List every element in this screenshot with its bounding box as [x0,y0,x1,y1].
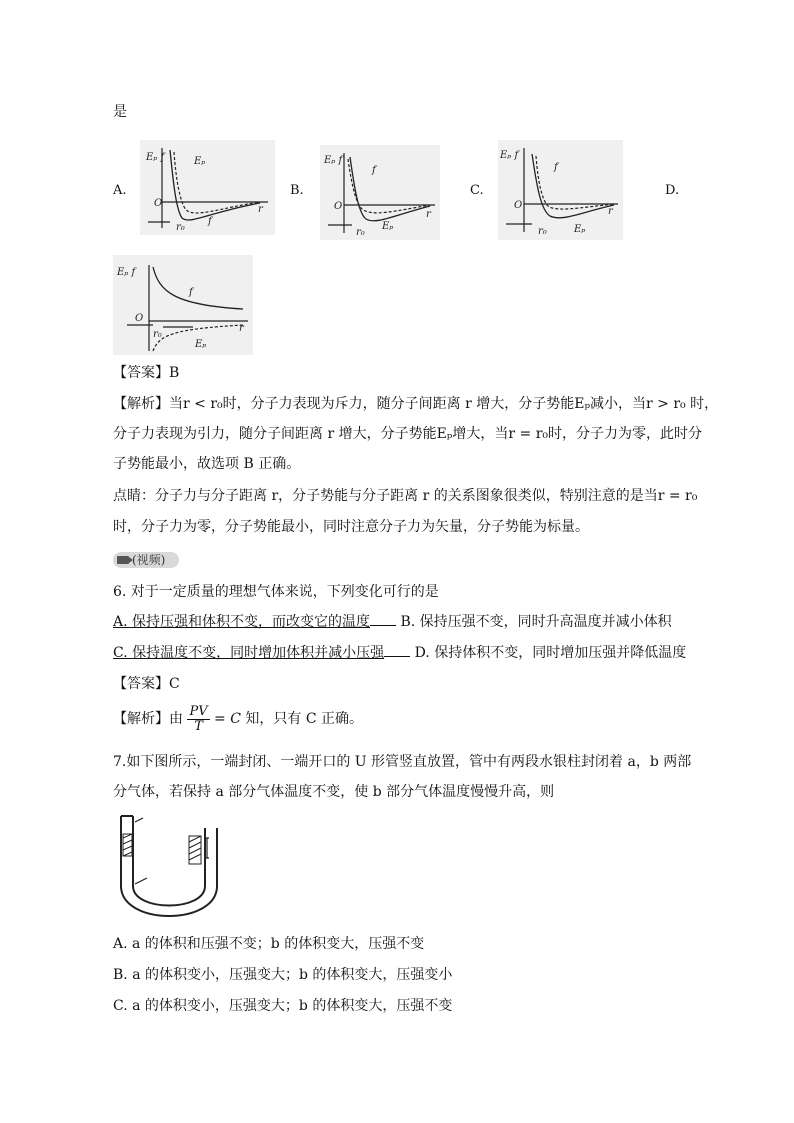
q6-answer: 【答案】C [113,676,180,692]
q7-stem-line-2: 分气体，若保持 a 部分气体温度不变，使 b 部分气体温度慢慢升高，则 [113,784,555,800]
header-text: 是 [113,104,127,120]
fig-d-ep-f: Eₚ f [117,267,136,278]
fig-b-f: f [372,165,376,176]
fig-a-ep-f: Eₚ f [146,152,165,163]
q6-stem: 6. 对于一定质量的理想气体来说，下列变化可行的是 [113,584,439,600]
ideal-gas-fraction [187,705,209,734]
fig-c-f: f [554,162,558,173]
q5-analysis-line-2: 分子力表现为引力，随分子间距离 r 增大，分子势能Eₚ增大，当r = r₀时，分子力为零，此时分 [113,426,703,442]
q5-analysis-line-1: 【解析】当r < r₀时，分子力表现为斥力，随分子间距离 r 增大，分子势能Eₚ减小，当r > r₀ 时， [113,396,719,412]
q7-option-c: C. a 的体积变小，压强变大；b 的体积变大，压强不变 [113,998,453,1014]
fig-a-r: r [258,204,263,215]
u-tube-figure [113,808,228,923]
option-a-label: A. [113,183,127,198]
fig-b-r: r [426,209,431,220]
fig-c-r: r [608,206,613,217]
q5-tip-line-2: 时，分子力为零，分子势能最小，同时注意分子力为矢量，分子势能为标量。 [113,519,589,535]
fig-b-ep-f: Eₚ f [324,155,343,166]
q6-options-row-1 [113,612,672,632]
fig-a-origin: O [154,198,163,209]
figure-option-b [320,145,440,240]
q6-analysis [113,702,363,736]
q6-option-a: A. 保持压强和体积不变，而改变它的温度 [113,614,371,630]
q6-option-b: B. 保持压强不变，同时升高温度并减小体积 [400,614,672,630]
fraction-denominator: T [194,718,203,734]
q7-option-a: A. a 的体积和压强不变；b 的体积变大，压强不变 [113,936,425,952]
q5-tip-line-1: 点睛：分子力与分子距离 r，分子势能与分子距离 r 的关系图象很类似，特别注意的是当r = r₀ [113,488,698,504]
fig-a-f: f [208,216,212,227]
fig-d-r0: r₀ [153,329,162,340]
video-camera-icon [117,556,129,564]
q6-analysis-suffix: 知，只有 C 正确。 [245,711,364,727]
q5-answer: 【答案】B [113,365,180,381]
fig-c-ep-f: Eₚ f [500,150,519,161]
option-b-label: B. [290,183,304,198]
fig-c-r0: r₀ [538,226,547,237]
fig-a-r0: r₀ [176,222,185,233]
figure-option-c [498,140,623,240]
fraction-rhs: = C [214,711,241,727]
fraction-numerator: PV [189,703,208,719]
option-c-label: C. [470,183,484,198]
q6-options-row-2 [113,643,686,663]
q6-analysis-prefix: 【解析】由 [113,711,183,727]
fig-b-r0: r₀ [356,227,365,238]
fig-b-ep: Eₚ [382,221,394,232]
video-label: (视频) [132,553,166,567]
figure-option-d [113,255,253,355]
figure-option-a [140,140,275,235]
q5-analysis-line-3: 子势能最小，故选项 B 正确。 [113,456,301,472]
fig-b-origin: O [334,201,343,212]
q7-option-b: B. a 的体积变小，压强变大；b 的体积变大，压强变小 [113,967,453,983]
fig-c-ep: Eₚ [574,224,586,235]
q7-stem-line-1: 7.如下图所示，一端封闭、一端开口的 U 形管竖直放置，管中有两段水银柱封闭着 a，b 两部 [113,754,692,770]
fig-a-ep: Eₚ [194,156,206,167]
q6-option-c: C. 保持温度不变，同时增加体积并减小压强 [113,645,385,661]
fig-d-f: f [189,287,193,298]
video-button[interactable] [113,552,179,568]
fig-d-r: r [239,323,244,334]
fig-c-origin: O [514,200,523,211]
option-d-label: D. [665,183,680,198]
fig-d-origin: O [135,313,144,324]
fig-d-ep: Eₚ [195,339,207,350]
q6-option-d: D. 保持体积不变，同时增加压强并降低温度 [414,645,687,661]
